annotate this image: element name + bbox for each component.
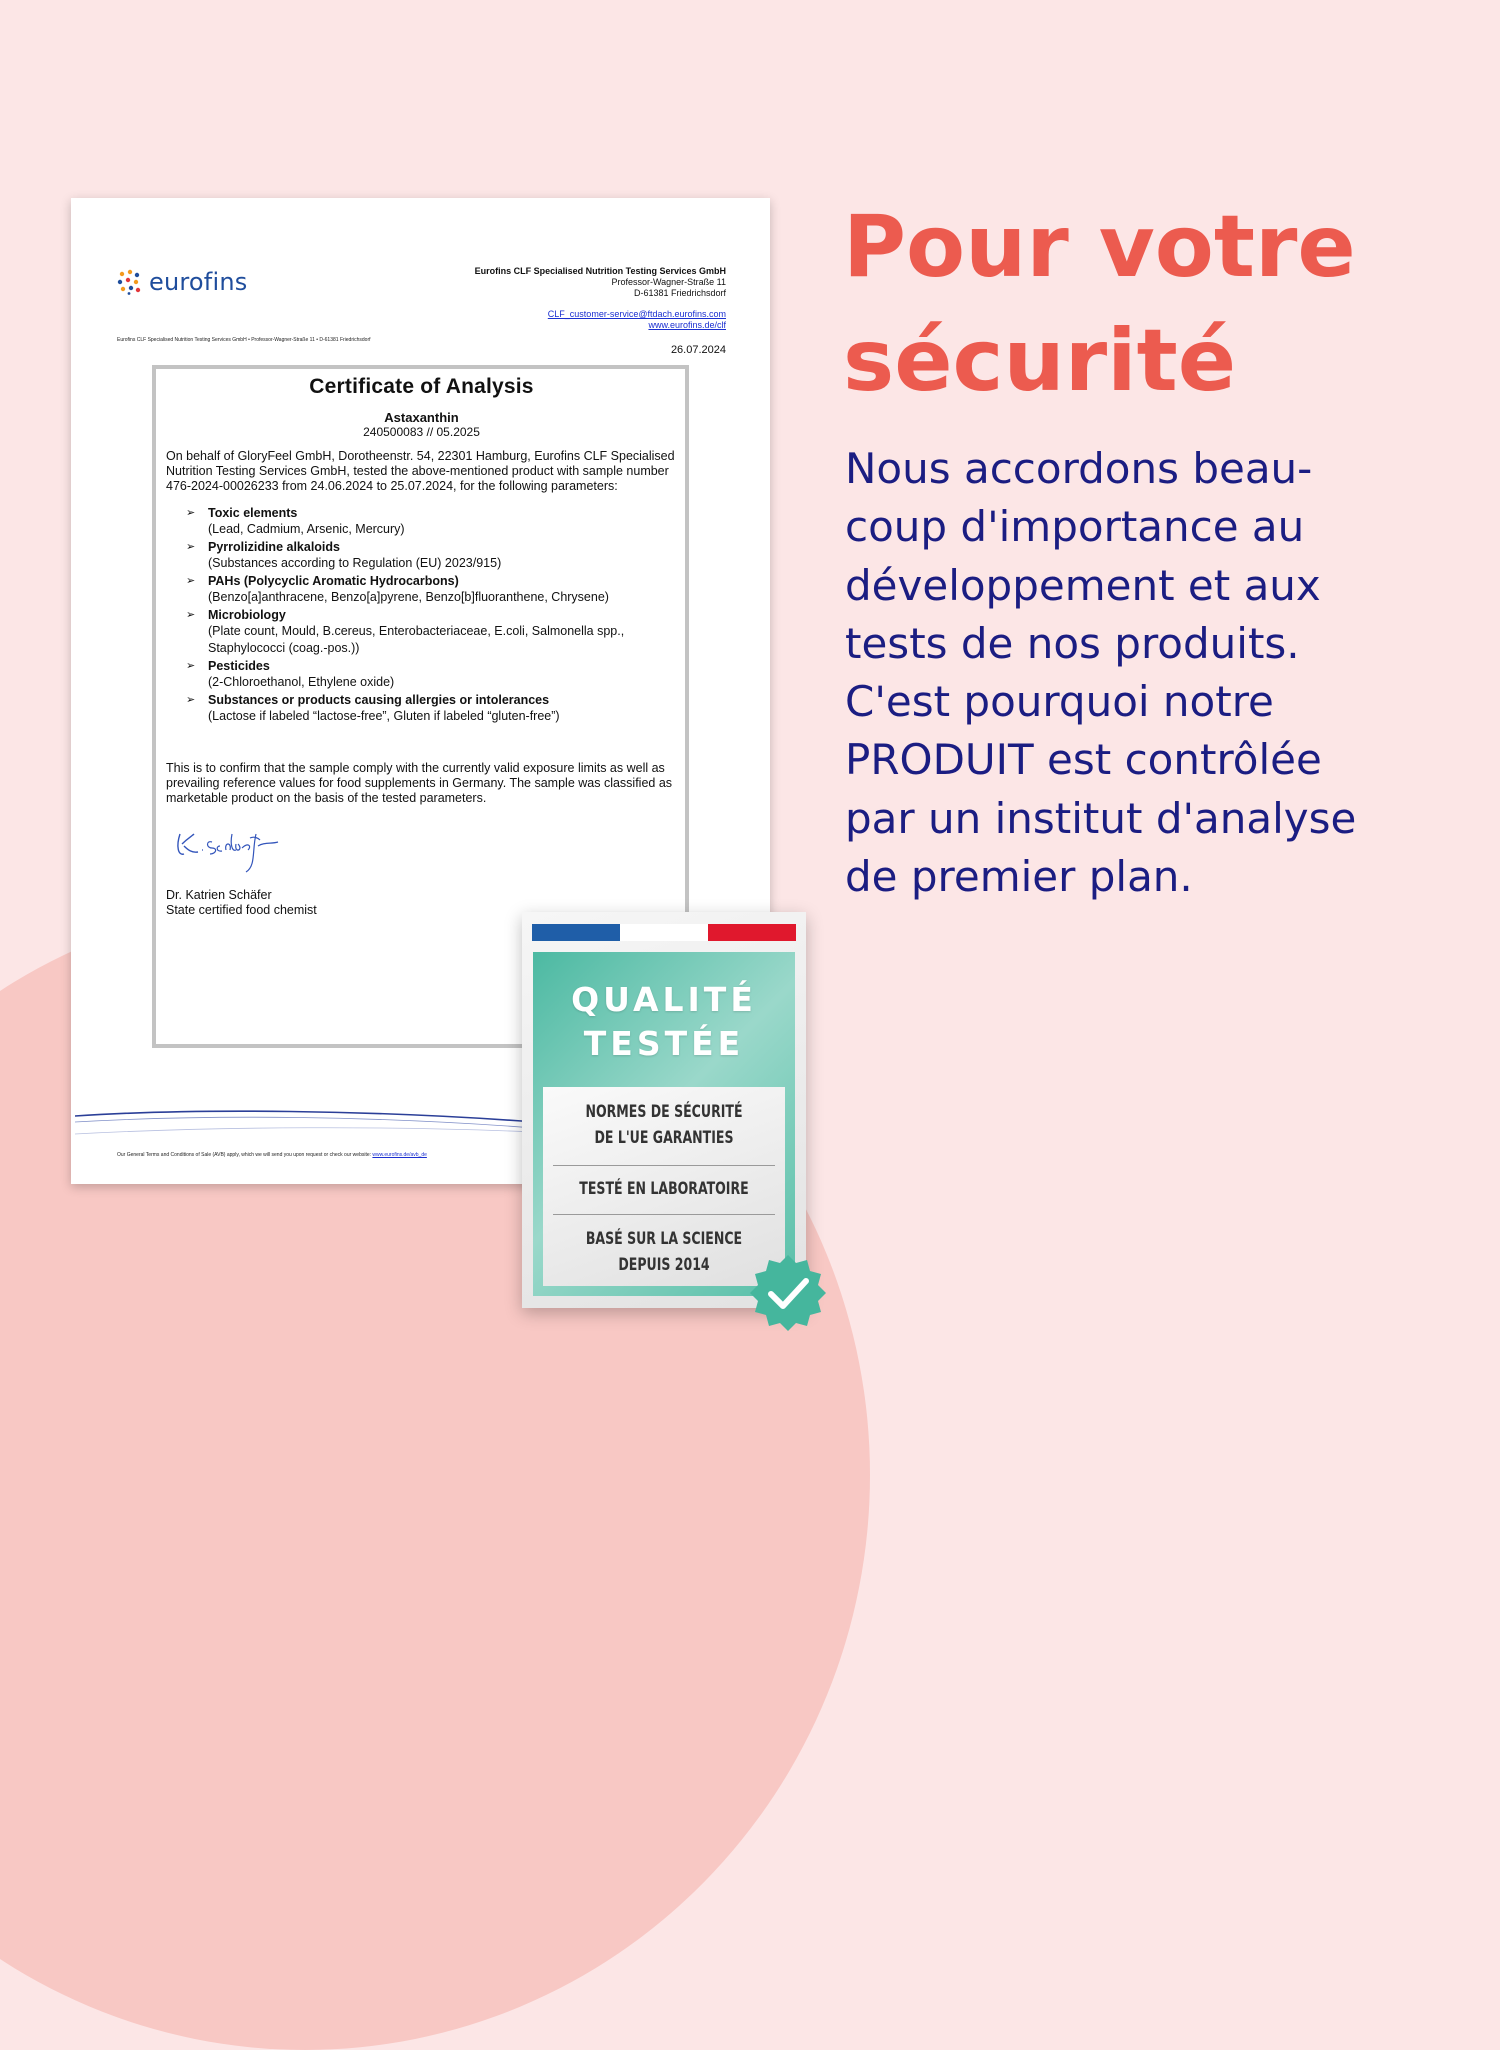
badge-claim-1b: DE L'UE GARANTIES [594,1128,734,1148]
eurofins-logo [117,268,247,296]
parameter-item [186,693,677,725]
badge-claim-2: TESTÉ EN LABORATOIRE [579,1179,749,1199]
footer-swoosh-graphic [75,1106,535,1142]
signature [172,820,677,878]
body-line: tests de nos produits. [845,618,1300,668]
parameter-item [186,506,677,538]
badge-divider [553,1165,775,1166]
lab-street: Professor-Wagner-Straße 11 [611,277,726,287]
eurofins-logo-icon [117,269,143,295]
lab-company: Eurofins CLF Specialised Nutrition Testing Services GmbH [474,266,726,276]
bullet-arrow-icon: ➢ [186,575,196,587]
body-line: PRODUIT est contrôlée [845,735,1322,785]
confirmation-paragraph: This is to confirm that the sample comply with the currently valid exposure limits as well as prevailing reference values for food supplements in Germany. The sample was classified as marketable product on the basis of the tested parameters. [166,761,673,805]
badge-title-line2: TESTÉE [583,1024,745,1063]
badge-card [533,952,795,1296]
lab-website-link[interactable]: www.eurofins.de/clf [648,320,726,330]
french-flag-stripe [532,924,796,941]
parameter-name: PAHs (Polycyclic Aromatic Hydrocarbons) [208,574,459,588]
body-line: Nous accordons beau- [845,444,1313,493]
headline-line2: sécurité [843,311,1237,411]
body-line: coup d'importance au [845,502,1305,552]
parameter-detail: (Substances according to Regulation (EU) 2023/915) [208,556,502,570]
badge-claim-1a: NORMES DE SÉCURITÉ [585,1102,743,1122]
badge-claim-3a: BASÉ SUR LA SCIENCE [585,1229,743,1249]
parameter-item [186,608,677,657]
parameter-item [186,574,677,606]
signer-title: State certified food chemist [166,903,317,917]
sender-line: Eurofins CLF Specialised Nutrition Testing Services GmbH • Professor-Wagner-Straße 11 • D-61381 Friedrichsdorf [117,337,371,343]
body-paragraph [845,440,1356,906]
bullet-arrow-icon: ➢ [186,507,196,519]
logo-text: eurofins [149,268,248,296]
badge-claim-3b: DEPUIS 2014 [618,1255,710,1275]
badge-title-line1: QUALITÉ [571,980,757,1019]
signature-image [172,820,292,876]
body-line: de premier plan. [845,852,1193,902]
parameter-detail: (Lactose if labeled “lactose-free”, Gluten if labeled “gluten-free”) [208,709,560,723]
footer-link[interactable]: www.eurofins.de/avb_de [372,1152,427,1158]
parameter-detail: (Plate count, Mould, B.cereus, Enterobacteriaceae, E.coli, Salmonella spp., Staphylococci (coag.-pos.)) [208,624,625,655]
parameter-name: Pesticides [208,659,270,673]
body-line: C'est pourquoi notre [845,677,1274,727]
certificate-date: 26.07.2024 [670,344,726,356]
certificate-title: Certificate of Analysis [309,375,534,398]
lab-city: D-61381 Friedrichsdorf [633,288,726,298]
quality-badge [522,912,806,1308]
bullet-arrow-icon: ➢ [186,609,196,621]
headline [843,190,1356,418]
parameter-name: Toxic elements [208,506,298,520]
footer-text: Our General Terms and Conditions of Sale (AVB) apply, which we will send you upon request or check our website: [117,1152,373,1158]
lab-links [548,309,726,331]
body-line: développement et aux [845,560,1321,610]
check-seal-icon [748,1253,828,1333]
parameter-name: Substances or products causing allergies or intolerances [208,693,550,707]
badge-divider [553,1214,775,1215]
parameter-item [186,540,677,572]
lab-address [475,266,726,299]
parameter-name: Microbiology [208,608,286,622]
bullet-arrow-icon: ➢ [186,660,196,672]
parameter-list [166,506,677,725]
lab-email-link[interactable]: CLF_customer-service@ftdach.eurofins.com [547,309,726,319]
headline-line1: Pour votre [843,197,1356,297]
signer-name: Dr. Katrien Schäfer [166,888,272,902]
product-name: Astaxanthin [384,410,459,425]
parameter-detail: (Benzo[a]anthracene, Benzo[a]pyrene, Benzo[b]fluoranthene, Chrysene) [208,590,609,604]
parameter-detail: (Lead, Cadmium, Arsenic, Mercury) [208,522,405,536]
body-line: par un institut d'analyse [845,793,1357,843]
lot-number: 240500083 // 05.2025 [363,425,480,439]
intro-paragraph: On behalf of GloryFeel GmbH, Dorotheenstr. 54, 22301 Hamburg, Eurofins CLF Specialised Nutrition Testing Services GmbH, tested the above-mentioned product with sample number 476-2024-00026233 from 24.06.2024 to 25.07.2024, for the following parameters: [166,449,675,493]
bullet-arrow-icon: ➢ [186,694,196,706]
parameter-detail: (2-Chloroethanol, Ethylene oxide) [208,675,395,689]
bullet-arrow-icon: ➢ [186,541,196,553]
footer-terms [117,1152,427,1158]
parameter-item [186,659,677,691]
parameter-name: Pyrrolizidine alkaloids [208,540,340,554]
